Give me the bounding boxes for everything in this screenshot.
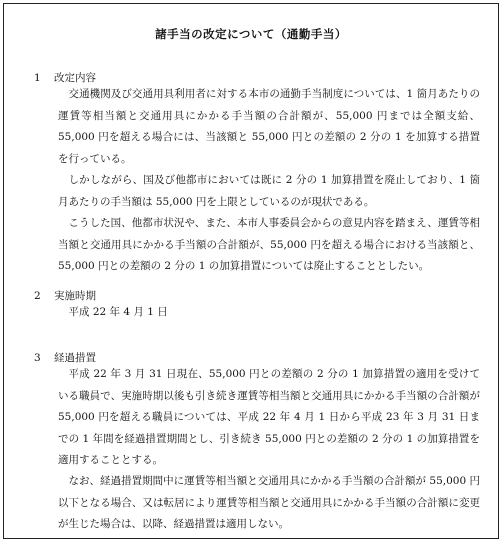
section-title: 実施時期	[54, 290, 96, 302]
paragraph: こうした国、他都市状況や、また、本市人事委員会からの意見内容を踏まえ、運賃等相当額と交通用具にかかる手当額の合計額が、55,000 円を超える場合における当該額と、55,000 円との差額の 2 分の 1 の加算措置については廃止することとしたい。	[58, 217, 480, 272]
paragraph: 平成 22 年 4 月 1 日	[68, 306, 168, 318]
paragraph: しかしながら、国及び他都市においては既に 2 分の 1 加算措置を廃止しており、1 箇月あたりの手当額は 55,000 円を上限としているのが現状である。	[58, 174, 480, 208]
document-title: 諸手当の改定について（通勤手当）	[155, 27, 347, 41]
section-title: 改定内容	[54, 72, 96, 84]
section-number: 2	[34, 290, 41, 302]
paragraph: 交通機関及び交通用具利用者に対する本市の通勤手当制度については、1 箇月あたりの運賃等相当額と交通用具にかかる手当額の合計額が、55,000 円までは全額支給、55,000 円を超える場合には、当該額と 55,000 円との差額の 2 分の 1 を加算する措置を行っている。	[58, 88, 480, 165]
section-title: 経過措置	[54, 352, 96, 364]
section-number: 3	[34, 352, 41, 364]
section-heading-2	[34, 288, 96, 303]
paragraph: 平成 22 年 3 月 31 日現在、55,000 円との差額の 2 分の 1 加算措置の適用を受けている職員で、実施時期以後も引き続き運賃等相当額と交通用具にかかる手当額の合計額が 55,000 円を超える職員については、平成 22 年 4 月 1 日から平成 23 年 3 月 31 日までの 1 年間を経過措置期間とし、引き続き 55,000 円との差額の 2 分の 1 の加算措置を適用することとする。	[58, 368, 480, 466]
paragraph: なお、経過措置期間中に運賃等相当額と交通用具にかかる手当額の合計額が 55,000 円以下となる場合、又は転居により運賃等相当額と交通用具にかかる手当額の合計額に変更が生じた場合は、以降、経過措置は適用しない。	[58, 475, 480, 530]
section-heading-1	[34, 70, 96, 85]
document-frame	[3, 3, 499, 539]
section-heading-3	[34, 350, 96, 365]
section-number: 1	[34, 72, 41, 84]
